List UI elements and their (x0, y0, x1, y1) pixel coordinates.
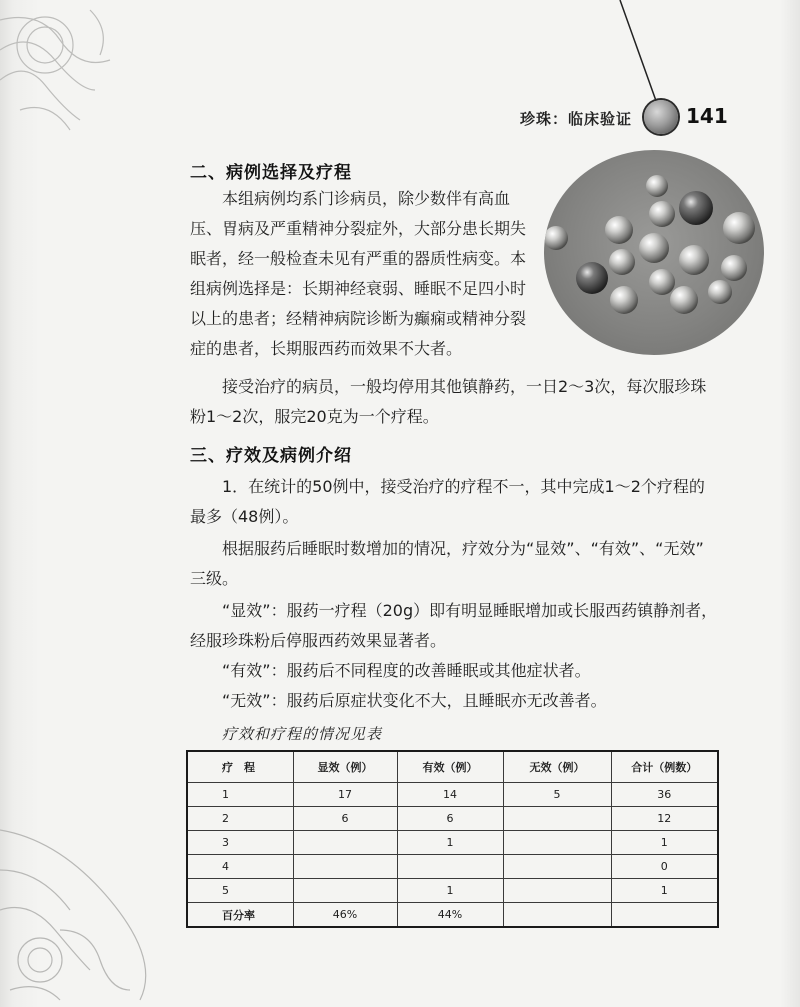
table-cell (503, 903, 611, 928)
table-cell: 6 (293, 807, 397, 831)
text-line: 粉1～2次，服完20克为一个疗程。 (190, 407, 439, 426)
table-cell: 1 (397, 879, 503, 903)
table-cell: 百分率 (187, 903, 293, 928)
section-three-paragraph-2 (222, 534, 704, 564)
table-cell (503, 831, 611, 855)
text-line: 经服珍珠粉后停服西药效果显著者。 (190, 631, 447, 650)
text-line: “显效”：服药一疗程（20g）即有明显睡眠增加或长服西药镇静剂者， (222, 601, 718, 620)
section-three-paragraph-5 (222, 686, 607, 716)
text-line: 1．在统计的50例中，接受治疗的疗程不一，其中完成1～2个疗程的 (222, 477, 705, 496)
table-cell: 6 (397, 807, 503, 831)
text-line: 组病例选择是：长期神经衰弱、睡眠不足四小时 (190, 279, 527, 298)
running-header (520, 100, 780, 136)
ornament-bottom-left (0, 810, 150, 1007)
table-cell (293, 831, 397, 855)
table-cell: 12 (611, 807, 718, 831)
ornament-top-left (0, 0, 140, 150)
chapter-title: 珍珠：临床验证 (520, 110, 633, 128)
text-line: 接受治疗的病员，一般均停用其他镇静药，一日2～3次，每次服珍珠 (222, 377, 707, 396)
table-header-row (187, 751, 718, 783)
table-cell: 36 (611, 783, 718, 807)
section-two-paragraph-1 (222, 184, 510, 214)
pearl-ball-icon (644, 100, 678, 134)
text-line: 本组病例均系门诊病员，除少数伴有高血 (222, 189, 511, 208)
table-cell: 5 (503, 783, 611, 807)
table-cell: 14 (397, 783, 503, 807)
table-cell: 1 (611, 879, 718, 903)
table-caption: 疗效和疗程的情况见表 (222, 725, 383, 743)
table-cell (293, 855, 397, 879)
table-row (187, 855, 718, 879)
table-row (187, 807, 718, 831)
table-cell: 0 (611, 855, 718, 879)
section-three-paragraph-3-cont (190, 626, 446, 656)
section-three-heading: 三、疗效及病例介绍 (190, 446, 352, 466)
text-line: 压、胃病及严重精神分裂症外，大部分患长期失 (190, 219, 527, 238)
table-cell: 4 (187, 855, 293, 879)
section-three-paragraph-4 (222, 656, 591, 686)
pin-string-line (600, 0, 680, 115)
table-cell (503, 855, 611, 879)
table-cell (611, 903, 718, 928)
section-three-paragraph-3 (222, 596, 717, 626)
table-cell (397, 855, 503, 879)
text-line: 根据服药后睡眠时数增加的情况，疗效分为“显效”、“有效”、“无效” (222, 539, 704, 558)
table-cell (503, 879, 611, 903)
header-course: 疗 程 (187, 751, 293, 783)
header-effective: 有效（例） (397, 751, 503, 783)
table-cell: 46% (293, 903, 397, 928)
section-two-paragraph-2 (222, 372, 706, 402)
table-cell: 2 (187, 807, 293, 831)
text-line: 最多（48例）。 (190, 507, 299, 526)
table-cell: 17 (293, 783, 397, 807)
header-total: 合计（例数） (611, 751, 718, 783)
text-line: 症的患者，长期服西药而效果不大者。 (190, 339, 463, 358)
table-row (187, 879, 718, 903)
section-three-paragraph-2-cont (190, 564, 238, 594)
section-three-paragraph-1-cont (190, 502, 298, 532)
text-line: “无效”：服药后原症状变化不大，且睡眠亦无改善者。 (222, 691, 607, 710)
header-marked-effect: 显效（例） (293, 751, 397, 783)
table-cell: 1 (611, 831, 718, 855)
text-line: 以上的患者；经精神病院诊断为癫痫或精神分裂 (190, 309, 527, 328)
table-cell: 3 (187, 831, 293, 855)
page-number: 141 (686, 104, 728, 128)
text-line: 眠者，经一般检查未见有严重的器质性病变。本 (190, 249, 527, 268)
table-row (187, 783, 718, 807)
header-ineffective: 无效（例） (503, 751, 611, 783)
table-cell (503, 807, 611, 831)
table-cell: 1 (397, 831, 503, 855)
section-three-paragraph-1 (222, 472, 705, 502)
table-row (187, 831, 718, 855)
pearls-photo (544, 150, 764, 355)
table-cell (293, 879, 397, 903)
text-line: 三级。 (190, 569, 239, 588)
table-cell: 5 (187, 879, 293, 903)
section-two-paragraph-2-cont (190, 402, 439, 432)
section-two-paragraph-1-cont (190, 214, 526, 364)
table-cell: 44% (397, 903, 503, 928)
efficacy-table (186, 750, 719, 928)
section-two-heading: 二、病例选择及疗程 (190, 163, 352, 183)
table-cell: 1 (187, 783, 293, 807)
table-percentage-row (187, 903, 718, 928)
text-line: “有效”：服药后不同程度的改善睡眠或其他症状者。 (222, 661, 591, 680)
